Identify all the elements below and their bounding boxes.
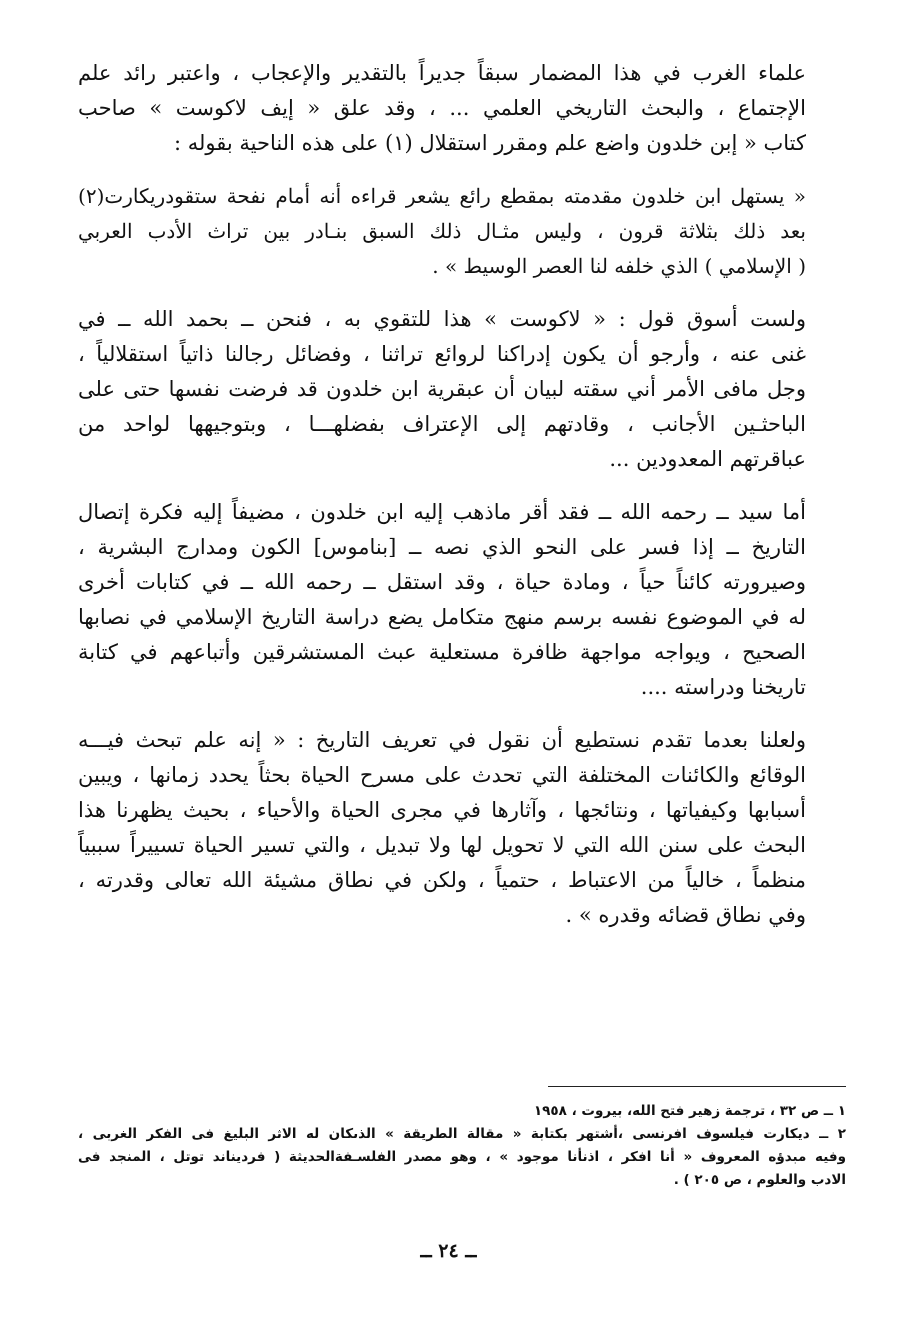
footnote <box>78 1123 846 1192</box>
text-line: بعد ذلك بثلاثة قرون ، وليس مثـال ذلك السبق بنـادر بين تراث الأدب العربي <box>78 219 806 243</box>
footnote-line: ١ ــ ص ٣٢ ، ترجمة زهير فتح الله، بيروت ، ١٩٥٨ <box>533 1103 846 1119</box>
paragraph-gap <box>78 477 806 495</box>
paragraph <box>78 302 806 477</box>
text-line: الوقائع والكائنات المختلفة التي تحدث على مسرح الحياة بحثاً يحدد زمانها ، ويبين <box>78 763 806 787</box>
text-line: التاريخ ــ إذا فسر على النحو الذي نصه ــ [بناموس] الكون ومدارج البشرية ، <box>78 535 806 559</box>
footnote-line: ٢ ــ ديكارت فيلسوف افرنسى ،أشتهر بكتابة « مقالة الطريقة » الذىكان له الاثر البليغ فى الفكر الغربى ، <box>78 1126 846 1142</box>
text-line: أما سيد ــ رحمه الله ــ فقد أقر ماذهب إليه ابن خلدون ، مضيفاً إليه فكرة إتصال <box>78 500 806 524</box>
text-line: وصيرورته كائناً حياً ، ومادة حياة ، وقد استقل ــ رحمه الله ــ في كتابات أخرى <box>78 570 806 594</box>
text-line: ولست أسوق قول : « لاكوست » هذا للتقوي به ، فنحن ــ بحمد الله ــ في <box>78 307 806 331</box>
text-line: عباقرتهم المعدودين ... <box>609 447 806 471</box>
text-line: ( الإسلامي ) الذي خلفه لنا العصر الوسيط » . <box>432 254 806 278</box>
text-line: البحث على سنن الله التي لا تحويل لها ولا تبديل ، والتي تسير الحياة تسييراً سببياً <box>78 833 806 857</box>
text-line: الإجتماع ، والبحث التاريخي العلمي ... ، وقد علق « إيف لاكوست » صاحب <box>78 96 806 120</box>
text-line: تاريخنا ودراسته .... <box>640 675 806 699</box>
paragraph-gap <box>78 705 806 723</box>
footnote-divider <box>548 1086 846 1087</box>
footnote <box>78 1100 846 1123</box>
text-line: وجل مافى الأمر أني سقته لبيان أن عبقرية ابن خلدون قد فرضت نفسها حتى على <box>78 377 806 401</box>
text-line: له في الموضوع نفسه برسم منهج متكامل يضع دراسة التاريخ الإسلامي في نصابها <box>78 605 806 629</box>
text-line: غنى عنه ، وأرجو أن يكون إدراكنا لروائع تراثنا ، وفضائل رجالنا ذاتياً استقلالياً ، <box>78 342 806 366</box>
paragraph <box>78 723 806 933</box>
text-line: علماء الغرب في هذا المضمار سبقاً جديراً بالتقدير والإعجاب ، واعتبر رائد علم <box>78 61 806 85</box>
paragraph-gap <box>78 161 806 179</box>
text-line: الباحثـين الأجانب ، وقادتهم إلى الإعتراف بفضلهـــا ، وبتوجيهها لواحد من <box>78 412 806 436</box>
footnote-line: وفيه مبدؤه المعروف « أنا افكر ، اذنأنا موجود » ، وهو مصدر الفلسـفةالحديثة ( فرديناند توتل ، المنجد فى <box>78 1149 846 1165</box>
text-line: الصحيح ، ويواجه مواجهة ظافرة مستعلية عبث المستشرقين وأتباعهم في كتابة <box>78 640 806 664</box>
text-line: أسبابها وكيفياتها ، ونتائجها ، وآثارها في مجرى الحياة والأحياء ، بحيث يظهرنا هذا <box>78 798 806 822</box>
text-line: كتاب « إبن خلدون واضع علم ومقرر استقلال (١) على هذه الناحية بقوله : <box>173 131 806 155</box>
text-line: منظماً ، خالياً من الاعتباط ، حتمياً ، ولكن في نطاق مشيئة الله تعالى وقدرته ، <box>78 868 806 892</box>
page-number: ــ ٢٤ ــ <box>420 1240 477 1262</box>
footnote-line: الادب والعلوم ، ص ٢٠٥ ) . <box>673 1172 846 1188</box>
main-text <box>78 56 806 933</box>
block-quote <box>78 179 806 284</box>
text-line: ولعلنا بعدما تقدم نستطيع أن نقول في تعريف التاريخ : « إنه علم تبحث فيـــه <box>78 728 806 752</box>
paragraph <box>78 495 806 705</box>
paragraph-gap <box>78 284 806 302</box>
paragraph <box>78 56 806 161</box>
text-line: « يستهل ابن خلدون مقدمته بمقطع رائع يشعر قراءه أنه أمام نفحة ستقودريكارت(٢) <box>78 184 806 208</box>
text-line: وفي نطاق قضائه وقدره » . <box>565 903 806 927</box>
footnotes <box>78 1100 846 1192</box>
